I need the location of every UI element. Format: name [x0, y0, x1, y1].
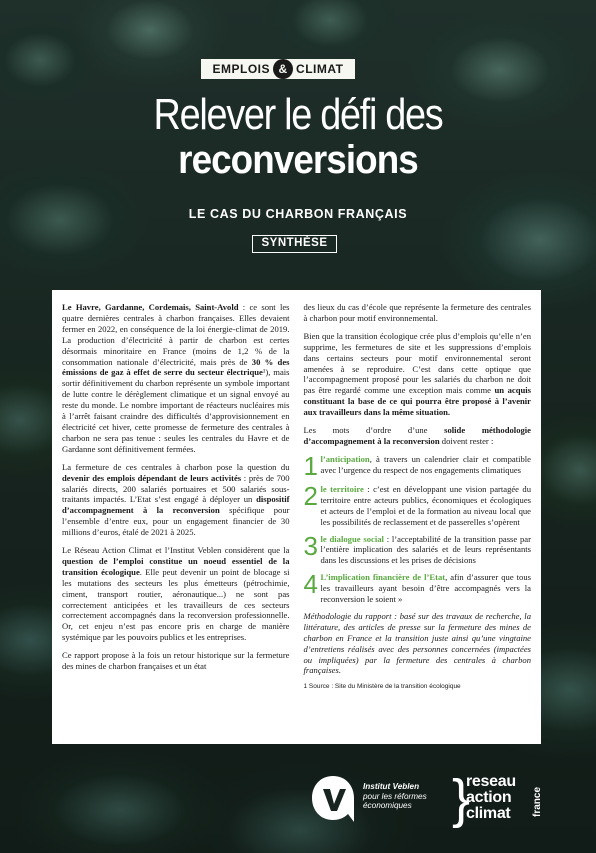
- left-column: [62, 302, 290, 738]
- right-column: [304, 302, 532, 738]
- veblen-caption: [363, 782, 443, 811]
- paragraph-accompaniment: [304, 331, 532, 418]
- accompaniment-text: Bien que la transition écologique crée plus d’emplois qu’elle n’en supprime, les fermetures de site et les suppressions d’emplois dans certains secteurs pour motif environnemental seront amenées à se reproduire. C’est dans cette optique que l’accompagnement proposé pour les salariés du charbon ne doit pas être regardé comme une exception mais comme: [303, 330, 531, 396]
- list-item: [303, 480, 532, 528]
- veblen-tagline: pour les réformes économiques: [363, 791, 427, 810]
- employment-bold: devenir des emplois dépendant de leurs activités: [62, 472, 242, 483]
- transition-bold: question de l’emploi constitue un noeud essentiel de la transition écologique: [62, 555, 290, 577]
- item-text: [321, 484, 532, 528]
- methodology-intro: [304, 425, 532, 447]
- employment-text-b: : près de 700 salariés directs, 200 salariés portuaires et 500 salariés sous-traitants impactés. L’Etat s’est engagé à déployer un: [62, 472, 290, 505]
- item-text: [321, 572, 532, 605]
- methodology-intro-b: doivent rester :: [439, 435, 494, 446]
- veblen-name: Institut Veblen: [363, 782, 420, 791]
- page-subtitle: LE CAS DU CHARBON FRANÇAIS: [188, 207, 408, 221]
- intro-text-b: ¹), mais sortir définitivement du charbon représente un symbole important de lutte contre le dérèglement climatique et un signal envoyé au reste du monde. Le nombre important de réacteurs nucléaires mis à l’arrêt faisant craindre des difficultés d’approvisionnement en électricité cet hiver, cette promesse de fermeture des centrales à charbon ne sera pas tenue : seules les centrales du Havre et de Gardanne sont définitivement fermées.: [62, 367, 290, 454]
- paragraph-employment: [62, 462, 290, 538]
- item-term: L’implication financière de l’Etat: [320, 572, 446, 583]
- list-item: [303, 530, 532, 567]
- item-text: [321, 454, 532, 478]
- synthese-badge: SYNTHÈSE: [252, 235, 337, 253]
- paragraph-report: Ce rapport propose à la fois un retour historique sur la fermeture des mines de charbon françaises et un état: [62, 650, 290, 672]
- employment-bold-2: dispositif d’accompagnement à la reconversion: [62, 494, 290, 516]
- item-text: [321, 534, 532, 567]
- item-description: : c’est en développant une vision partagée du territoire entre acteurs publics, économiques et écologiques et acteurs de l’emploi et de la formation au niveau local que les possibilités de reclassement et de passerelles s’opèrent: [320, 483, 532, 527]
- intro-bold-2: 30 % des émissions de gaz à effet de serre du secteur électrique: [62, 356, 290, 378]
- item-number: 1: [303, 450, 318, 481]
- methodology-intro-a: Les mots d’ordre d’une: [303, 425, 445, 436]
- item-term: le dialogue social: [320, 533, 384, 544]
- series-brand-badge: [201, 59, 355, 79]
- veblen-logo-icon: [310, 774, 356, 824]
- brace-icon: }: [452, 769, 471, 829]
- accompaniment-bold: un acquis constituant la base de ce qui pourra être proposé à l’avenir aux travailleurs dans la même situation.: [303, 385, 531, 418]
- rac-line-1: reseau: [466, 773, 516, 790]
- summary-panel: [52, 290, 541, 744]
- paragraph-intro: [62, 302, 290, 455]
- item-term: l’anticipation: [320, 453, 370, 464]
- transition-text-b: . Elle peut devenir un point de blocage si les mutations des secteurs les plus émetteurs (pétrochimie, ciment, transport routier, aéronautique...) ne sont pas correctement anticipées et les travailleurs de ces secteurs correctement accompagnés dans la reconversion professionnelle. Or, cet enjeu n’est pas encore pris en charge de manière systémique par les pouvoirs publics et les entreprises.: [62, 566, 290, 643]
- rac-line-3: climat: [466, 805, 511, 822]
- intro-bold: Le Havre, Gardanne, Cordemais, Saint-Avold: [62, 302, 239, 312]
- employment-text-c: spécifique pour l’ensemble d’entre eux, pour un engagement financier de 30 millions d’euros, étalé de 2021 à 2025.: [62, 505, 290, 538]
- item-description: , afin d’assurer que tous les travailleurs ayant besoin d’être accompagnés vers la reconversion le soient »: [320, 572, 531, 605]
- rac-line-2: action: [466, 789, 512, 806]
- page-title-line-1: Relever le défi des: [153, 90, 443, 139]
- reseau-action-climat-logo: [452, 770, 552, 830]
- list-item: [303, 569, 532, 605]
- brand-left-text: EMPLOIS: [212, 62, 271, 76]
- methodology-note: Méthodologie du rapport : basé sur des travaux de recherche, la littérature, des articles de presse sur la fermeture des mines de charbon en France et la transition juste ainsi qu’une vingtaine d’entretiens réalisés avec des personnes concernées (impactées ou impliquées) par la fermeture des centrales à charbon françaises.: [303, 610, 531, 676]
- transition-text-a: Le Réseau Action Climat et l’Institut Veblen considèrent que la: [62, 545, 290, 556]
- list-item: [303, 450, 532, 481]
- item-description: : l’acceptabilité de la transition passe par l’entière implication des salariés et de leurs représentants dans les discussions et les prises de décisions: [320, 533, 531, 566]
- item-number: 4: [303, 569, 318, 600]
- item-term: le territoire: [320, 483, 364, 494]
- paragraph-transition: [62, 545, 290, 643]
- methodology-intro-bold: solide méthodologie d’accompagnement à la reconversion: [303, 425, 531, 446]
- item-description: , à travers un calendrier clair et compatible avec l’urgence du respect de nos engagements climatiques: [320, 453, 531, 475]
- rac-country: france: [532, 787, 543, 818]
- ampersand-icon: &: [273, 59, 293, 79]
- footnote-source: 1 Source : Site du Ministère de la transition écologique: [303, 683, 461, 691]
- rac-wordmark: [466, 774, 516, 822]
- intro-text-a: : ce sont les quatre dernières centrales à charbon françaises. Elles devaient fermer en 2022, en conséquence de la loi énergie-climat de 2019. La production d’électricité à partir de charbon est certes désormais minoritaire en France (moins de 1,2 % de la consommation nationale d’électricité, mais près de: [62, 302, 290, 367]
- item-number: 3: [303, 530, 318, 561]
- item-number: 2: [303, 480, 318, 511]
- paragraph-report-cont: des lieux du cas d’école que représente la fermeture des centrales à charbon pour motif environnemental.: [303, 302, 531, 323]
- brand-right-text: CLIMAT: [296, 62, 344, 76]
- page-title-line-2: reconversions: [178, 138, 418, 182]
- employment-text-a: La fermeture de ces centrales à charbon pose la question du: [62, 461, 290, 472]
